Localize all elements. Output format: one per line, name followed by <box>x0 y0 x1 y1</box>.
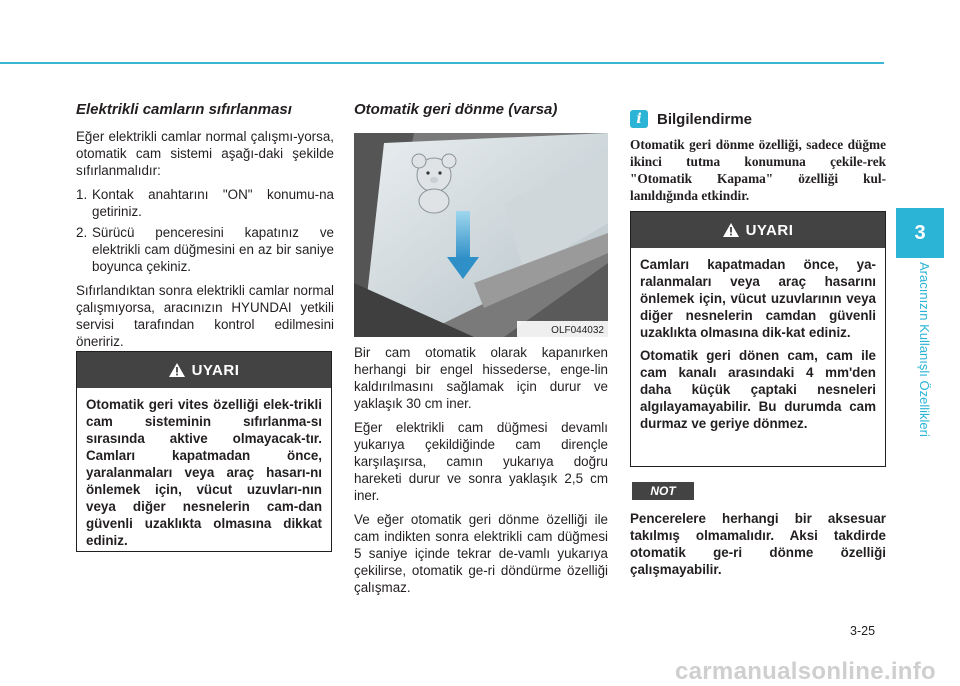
middle-column <box>354 100 608 128</box>
paragraph: Ve eğer otomatik geri dönme özelliği ile cam indikten sonra elektrikli cam düğmesi 5 saniye içinde tekrar de-vamlı yukarıya çekilirse, otomatik ge-ri döndürme özelliği çalışmaz. <box>354 512 608 595</box>
warning-header <box>631 212 885 248</box>
warning-text: Otomatik geri vites özelliği elek-trikli cam sisteminin sıfırlanma-sı sırasında aktive olmayacak-tır. Camları kapatmadan önce, yaralanmaları veya araç hasarı-nı önlemek için, vücut uzuvları-nın veya diğer nesnelerin cam-dan güvenli uzaklıkta olmasına dikkat ediniz. <box>86 397 322 548</box>
warning-triangle-icon <box>169 363 185 377</box>
warning-triangle-icon <box>723 223 739 237</box>
reset-intro: Eğer elektrikli camlar normal çalışmı-yorsa, otomatik cam sistemi aşağı-daki şekilde sıfırlanmalıdır: <box>76 129 334 178</box>
info-header <box>630 110 752 128</box>
reset-steps <box>76 186 334 275</box>
chapter-tab: 3 <box>896 208 944 258</box>
warning-title: UYARI <box>191 361 240 379</box>
step-item: 1. Kontak anahtarını "ON" konumu-na getiriniz. <box>76 187 334 219</box>
info-icon: i <box>630 110 648 128</box>
watermark: carmanualsonline.info <box>675 658 937 685</box>
top-divider <box>0 62 884 64</box>
section-heading-reset: Elektrikli camların sıfırlanması <box>76 101 292 118</box>
reset-after: Sıfırlandıktan sonra elektrikli camlar normal çalışmıyorsa, aracınızın HYUNDAI yetkili servisi tarafından kontrol edilmesini öneririz. <box>76 283 334 349</box>
image-code: OLF044032 <box>551 325 604 336</box>
note-badge: NOT <box>632 482 694 500</box>
section-heading-auto-reverse: Otomatik geri dönme (varsa) <box>354 101 558 118</box>
warning-text: Camları kapatmadan önce, ya-ralanmaları veya araç hasarını önlemek için, vücut uzuvlarının veya diğer nesnelerin camdan güvenli uzaklıkta olmasına dik-kat ediniz. <box>640 257 876 340</box>
warning-title: UYARI <box>745 221 794 239</box>
car-window-illustration <box>354 133 608 337</box>
warning-box-left <box>76 351 332 552</box>
paragraph: Eğer elektrikli cam düğmesi devamlı yukarıya çekildiğinde cam dirençle karşılaşırsa, camın yukarıya doğru hareketi durur ve sonra yaklaşık 2,5 cm iner. <box>354 420 608 503</box>
chapter-title: Aracınızın Kullanışlı Özellikleri <box>917 262 932 437</box>
warning-header <box>77 352 331 388</box>
left-column <box>76 100 334 357</box>
paragraph: Bir cam otomatik olarak kapanırken herhangi bir engel hissederse, enge-lin kaldırılmasını sağlamak için durur ve yaklaşık 30 cm iner. <box>354 345 608 411</box>
middle-text <box>354 344 608 603</box>
info-text: Otomatik geri dönme özelliği, sadece düğme ikinci tutma konumuna çekile-rek "Otomatik Kapama" özelliği kul-lanıldığında etkindir. <box>630 137 886 203</box>
note-text: Pencerelere herhangi bir aksesuar takılmış olmamalıdır. Aksi takdirde otomatik ge-ri dönme özelliği çalışmayabilir. <box>630 511 886 577</box>
warning-box-right <box>630 211 886 467</box>
warning-text: Otomatik geri dönen cam, cam ile cam kanalı arasındaki 4 mm'den daha küçük çaptaki nesneleri algılayamayabilir. Bu durumda cam durmaz ve geriye dönmez. <box>640 348 876 431</box>
info-title: Bilgilendirme <box>657 110 753 128</box>
step-item: 2. Sürücü penceresini kapatınız ve elektrikli cam düğmesini en az bir saniye boyunca çekiniz. <box>76 225 334 274</box>
page-number: 3-25 <box>850 624 876 638</box>
